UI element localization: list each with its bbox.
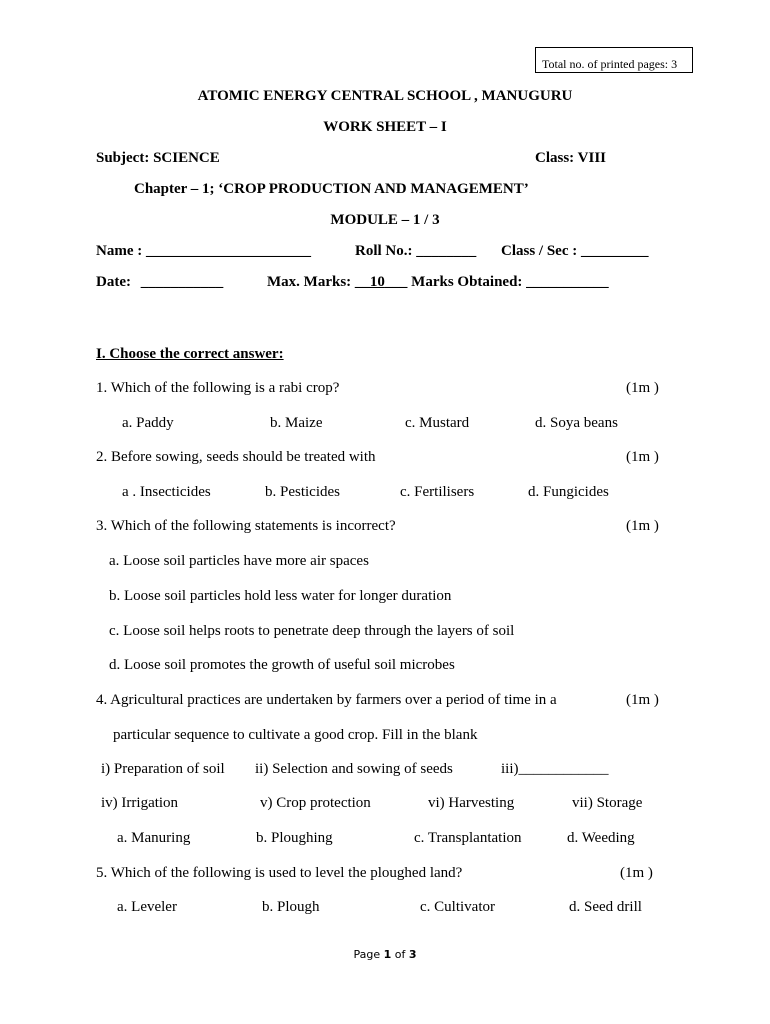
module-title: MODULE – 1 / 3 [330, 212, 440, 228]
q3-option-d: d. Loose soil promotes the growth of useful soil microbes [109, 657, 455, 673]
school-name: ATOMIC ENERGY CENTRAL SCHOOL , MANUGURU [197, 88, 573, 104]
max-marks-prefix: __ [354, 274, 370, 290]
q1-option-c: c. Mustard [405, 415, 470, 431]
q1-option-a: a. Paddy [122, 415, 174, 431]
question-2-marks: (1m ) [626, 449, 659, 465]
q5-option-d: d. Seed drill [569, 899, 642, 915]
q5-option-a: a. Leveler [117, 899, 177, 915]
q4-option-d: d. Weeding [567, 830, 635, 846]
q4-step-6: vi) Harvesting [428, 795, 515, 811]
printed-pages-box [535, 47, 693, 73]
q4-step-7: vii) Storage [572, 795, 643, 811]
question-3-text: 3. Which of the following statements is incorrect? [96, 518, 396, 534]
roll-label: Roll No.: [355, 243, 413, 259]
page-footer [0, 948, 770, 961]
footer-page-total: 3 [408, 948, 417, 961]
obtained-blank: ___________ [526, 274, 609, 290]
question-1-text: 1. Which of the following is a rabi crop? [96, 380, 340, 396]
name-field [96, 243, 311, 260]
q2-option-c: c. Fertilisers [400, 484, 475, 500]
q3-option-a: a. Loose soil particles have more air spaces [109, 553, 369, 569]
max-marks-value: 10 [369, 274, 385, 290]
question-4-marks: (1m ) [626, 692, 659, 708]
question-1-marks: (1m ) [626, 380, 659, 396]
q5-option-c: c. Cultivator [420, 899, 495, 915]
name-blank: ______________________ [145, 243, 311, 259]
section-blank: _________ [581, 243, 649, 259]
roll-field [355, 243, 476, 260]
obtained-label: Marks Obtained: [411, 274, 523, 290]
printed-pages-text: Total no. of printed pages: 3 [542, 57, 678, 71]
q2-option-b: b. Pesticides [265, 484, 340, 500]
q4-step-1: i) Preparation of soil [101, 761, 225, 777]
date-label: Date: [96, 274, 131, 290]
section-field [501, 243, 649, 260]
footer-page-num: 1 [383, 948, 392, 961]
question-2-text: 2. Before sowing, seeds should be treated with [96, 449, 376, 465]
q4-option-a: a. Manuring [117, 830, 191, 846]
class-label: Class: VIII [535, 150, 606, 166]
q4-option-c: c. Transplantation [414, 830, 522, 846]
section-title: I. Choose the correct answer: [96, 346, 284, 362]
q4-option-b: b. Ploughing [256, 830, 333, 846]
max-marks-field [267, 274, 609, 291]
chapter-title: Chapter – 1; ‘CROP PRODUCTION AND MANAGEMENT’ [134, 181, 529, 197]
question-5-text: 5. Which of the following is used to level the ploughed land? [96, 865, 463, 881]
q1-option-d: d. Soya beans [535, 415, 618, 431]
max-marks-label: Max. Marks: [267, 274, 352, 290]
max-marks-suffix: ___ [384, 274, 408, 290]
name-label: Name : [96, 243, 143, 259]
date-blank: ___________ [140, 274, 224, 290]
worksheet-title: WORK SHEET – I [323, 119, 447, 135]
question-3-marks: (1m ) [626, 518, 659, 534]
subject-label: Subject: SCIENCE [96, 150, 220, 166]
q4-step-5: v) Crop protection [260, 795, 371, 811]
q3-option-b: b. Loose soil particles hold less water for longer duration [109, 588, 452, 604]
footer-of-word: of [394, 948, 406, 961]
q2-option-a: a . Insecticides [122, 484, 211, 500]
roll-blank: ________ [416, 243, 477, 259]
q1-option-b: b. Maize [270, 415, 323, 431]
q2-option-d: d. Fungicides [528, 484, 609, 500]
q5-option-b: b. Plough [262, 899, 320, 915]
q4-step-2: ii) Selection and sowing of seeds [255, 761, 453, 777]
section-label: Class / Sec : [501, 243, 578, 259]
q3-option-c: c. Loose soil helps roots to penetrate deep through the layers of soil [109, 623, 515, 639]
q4-step-4: iv) Irrigation [101, 795, 179, 811]
date-field [96, 274, 223, 291]
question-4-text-cont: particular sequence to cultivate a good crop. Fill in the blank [113, 727, 478, 743]
question-4-text: 4. Agricultural practices are undertaken by farmers over a period of time in a [96, 692, 557, 708]
footer-page-word: Page [353, 948, 381, 961]
q4-step-3: iii)____________ [501, 761, 609, 777]
question-5-marks: (1m ) [620, 865, 653, 881]
